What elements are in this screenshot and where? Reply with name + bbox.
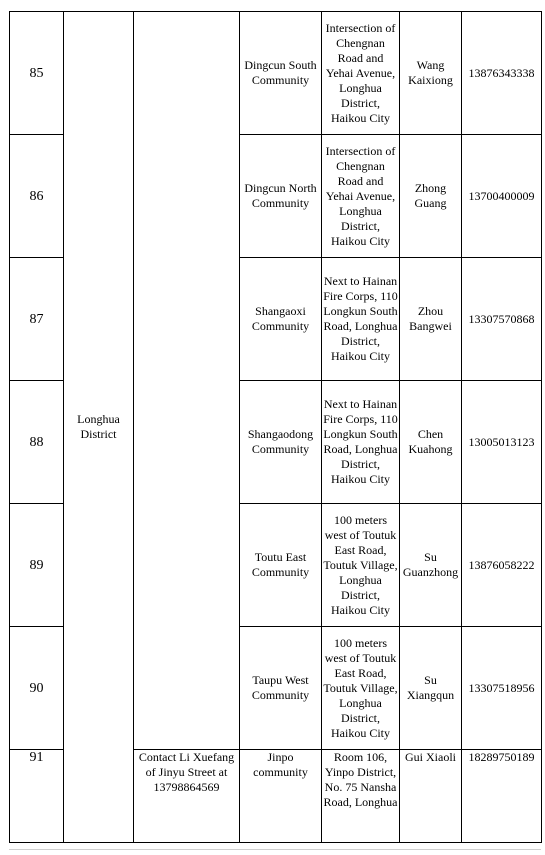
row-number: 90 [10,627,64,750]
phone-number: 13307518956 [462,627,542,750]
phone-number: 13876058222 [462,504,542,627]
address: 100 meters west of Toutuk East Road, Toutuk Village, Longhua District, Haikou City [322,504,400,627]
contact-person: Chen Kuahong [400,381,462,504]
address: Next to Hainan Fire Corps, 110 Longkun South Road, Longhua District, Haikou City [322,381,400,504]
row-number: 91 [10,750,64,843]
row-number: 87 [10,258,64,381]
community-name: Dingcun South Community [240,12,322,135]
community-name: Shangaodong Community [240,381,322,504]
phone-number: 13005013123 [462,381,542,504]
page-bottom-rule [9,849,541,850]
community-name: Taupu West Community [240,627,322,750]
phone-number: 13876343338 [462,12,542,135]
contact-person: Wang Kaixiong [400,12,462,135]
contact-person: Su Guanzhong [400,504,462,627]
contact-cell: Contact Li Xuefang of Jinyu Street at 13798864569 [134,750,240,843]
address: Intersection of Chengnan Road and Yehai Avenue, Longhua District, Haikou City [322,135,400,258]
phone-number: 13307570868 [462,258,542,381]
district-cell: Longhua District [64,12,134,843]
row-number: 89 [10,504,64,627]
address: Room 106, Yinpo District, No. 75 Nansha Road, Longhua [322,750,400,843]
table-row [10,12,542,135]
contact-person: Su Xiangqun [400,627,462,750]
address: 100 meters west of Toutuk East Road, Toutuk Village, Longhua District, Haikou City [322,627,400,750]
community-name: Shangaoxi Community [240,258,322,381]
community-name: Dingcun North Community [240,135,322,258]
row-number: 86 [10,135,64,258]
community-name: Toutu East Community [240,504,322,627]
phone-number: 18289750189 [462,750,542,843]
address: Intersection of Chengnan Road and Yehai Avenue, Longhua District, Haikou City [322,12,400,135]
community-name: Jinpo community [240,750,322,843]
row-number: 85 [10,12,64,135]
contact-cell-empty [134,12,240,750]
phone-number: 13700400009 [462,135,542,258]
contact-person: Zhong Guang [400,135,462,258]
community-contact-table [9,11,542,843]
contact-person: Zhou Bangwei [400,258,462,381]
contact-person: Gui Xiaoli [400,750,462,843]
address: Next to Hainan Fire Corps, 110 Longkun South Road, Longhua District, Haikou City [322,258,400,381]
row-number: 88 [10,381,64,504]
